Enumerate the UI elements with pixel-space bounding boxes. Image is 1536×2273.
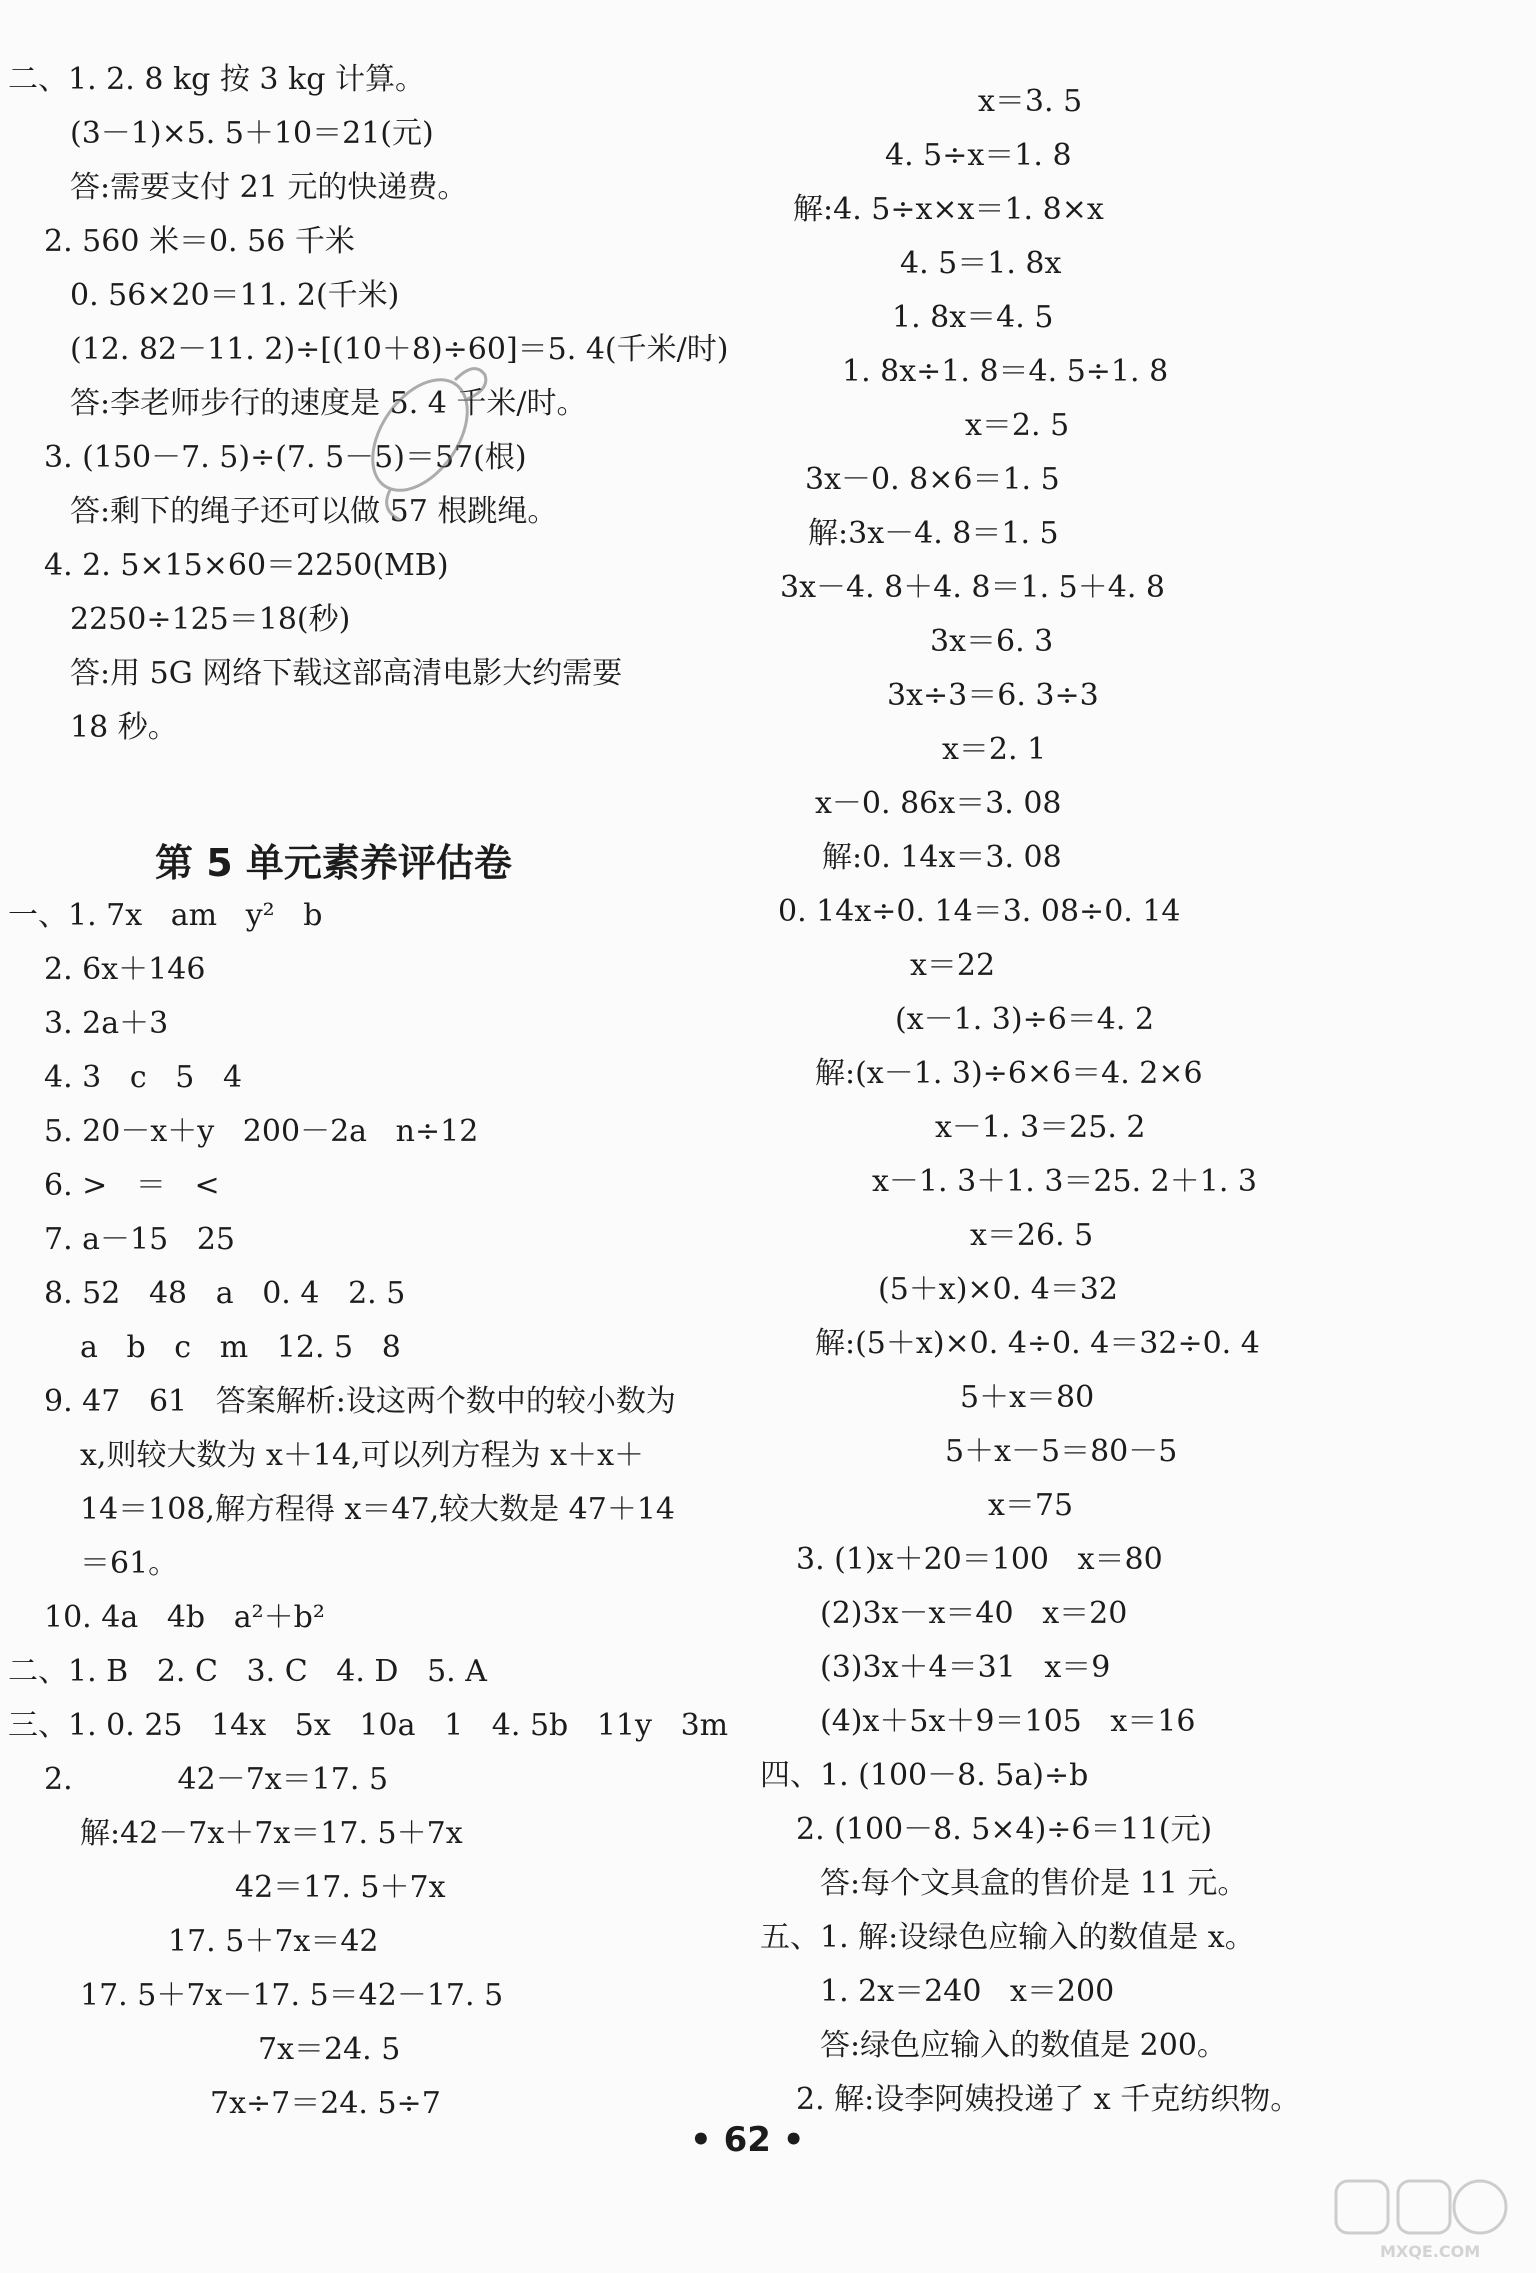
answer-line: 二、1. B 2. C 3. C 4. D 5. A: [8, 1654, 487, 1689]
answer-line: 5. 20－x＋y 200－2a n÷12: [44, 1114, 479, 1149]
answer-line: 四、1. (100－8. 5a)÷b: [760, 1758, 1089, 1793]
answer-line: 18 秒。: [70, 710, 178, 745]
answer-line: 答:剩下的绳子还可以做 57 根跳绳。: [70, 494, 558, 529]
answer-line: x－0. 86x＝3. 08: [815, 786, 1062, 821]
answer-line: 一、1. 7x am y² b: [8, 898, 323, 933]
answer-line: 4. 3 c 5 4: [44, 1060, 243, 1095]
watermark-logo-icon: [1330, 2175, 1520, 2265]
answer-line: 3x＝6. 3: [930, 624, 1054, 659]
answer-line: 2. 560 米＝0. 56 千米: [44, 224, 355, 259]
answer-line: 2. (100－8. 5×4)÷6＝11(元): [796, 1812, 1213, 1847]
section-title: 第 5 单元素养评估卷: [155, 841, 512, 885]
answer-line: 4. 2. 5×15×60＝2250(MB): [44, 548, 449, 583]
answer-line: x＝75: [988, 1488, 1074, 1523]
answer-line: 7x÷7＝24. 5÷7: [210, 2086, 441, 2121]
answer-line: x＝22: [910, 948, 996, 983]
svg-text:MXQE.COM: MXQE.COM: [1380, 2242, 1481, 2261]
answer-line: ＝61。: [80, 1546, 179, 1581]
answer-line: (2)3x－x＝40 x＝20: [820, 1596, 1128, 1631]
answer-line: 5＋x－5＝80－5: [945, 1434, 1178, 1469]
answer-line: (5＋x)×0. 4＝32: [878, 1272, 1118, 1307]
answer-line: 7. a－15 25: [44, 1222, 236, 1257]
answer-line: 42＝17. 5＋7x: [235, 1870, 446, 1905]
answer-line: (4)x＋5x＋9＝105 x＝16: [820, 1704, 1196, 1739]
answer-line: 1. 2x＝240 x＝200: [820, 1974, 1115, 2009]
answer-line: 解:4. 5÷x×x＝1. 8×x: [793, 192, 1104, 227]
answer-line: x＝3. 5: [978, 84, 1083, 119]
answer-line: x＝2. 1: [942, 732, 1047, 767]
answer-line: 答:李老师步行的速度是 5. 4 千米/时。: [70, 386, 587, 421]
answer-line: 2. 42－7x＝17. 5: [44, 1762, 389, 1797]
answer-line: 4. 5＝1. 8x: [900, 246, 1062, 281]
answer-line: 答:每个文具盒的售价是 11 元。: [820, 1866, 1248, 1901]
answer-line: 10. 4a 4b a²＋b²: [44, 1600, 325, 1635]
page-number: • 62 •: [690, 2120, 805, 2160]
answer-line: 二、1. 2. 8 kg 按 3 kg 计算。: [8, 62, 425, 97]
answer-line: 6. > ＝ <: [44, 1168, 220, 1203]
answer-line: 8. 52 48 a 0. 4 2. 5: [44, 1276, 406, 1311]
stamp-mark-icon: [360, 340, 500, 540]
answer-line: 答:用 5G 网络下载这部高清电影大约需要: [70, 656, 623, 691]
answer-line: 2. 解:设李阿姨投递了 x 千克纺织物。: [796, 2082, 1301, 2117]
answer-line: 17. 5＋7x－17. 5＝42－17. 5: [80, 1978, 504, 2013]
answer-line: 9. 47 61 答案解析:设这两个数中的较小数为: [44, 1384, 676, 1419]
answer-line: 1. 8x÷1. 8＝4. 5÷1. 8: [842, 354, 1169, 389]
answer-line: 5＋x＝80: [960, 1380, 1095, 1415]
answer-line: x－1. 3＝25. 2: [935, 1110, 1146, 1145]
answer-line: x－1. 3＋1. 3＝25. 2＋1. 3: [872, 1164, 1257, 1199]
answer-line: 答:绿色应输入的数值是 200。: [820, 2028, 1227, 2063]
answer-line: 3x－4. 8＋4. 8＝1. 5＋4. 8: [780, 570, 1165, 605]
answer-line: 解:3x－4. 8＝1. 5: [808, 516, 1059, 551]
answer-line: 五、1. 解:设绿色应输入的数值是 x。: [760, 1920, 1255, 1955]
answer-line: 3. 2a＋3: [44, 1006, 169, 1041]
answer-line: a b c m 12. 5 8: [80, 1330, 401, 1365]
answer-line: 解:(x－1. 3)÷6×6＝4. 2×6: [815, 1056, 1203, 1091]
answer-line: 2250÷125＝18(秒): [70, 602, 351, 637]
answer-line: 14＝108,解方程得 x＝47,较大数是 47＋14: [80, 1492, 676, 1527]
answer-line: 7x＝24. 5: [258, 2032, 401, 2067]
answer-line: 3x÷3＝6. 3÷3: [887, 678, 1099, 713]
answer-line: 17. 5＋7x＝42: [168, 1924, 379, 1959]
answer-line: (x－1. 3)÷6＝4. 2: [895, 1002, 1155, 1037]
answer-line: 4. 5÷x＝1. 8: [885, 138, 1072, 173]
answer-line: 0. 14x÷0. 14＝3. 08÷0. 14: [778, 894, 1181, 929]
answer-line: (3－1)×5. 5＋10＝21(元): [70, 116, 434, 151]
answer-line: (3)3x＋4＝31 x＝9: [820, 1650, 1111, 1685]
answer-line: x＝2. 5: [965, 408, 1070, 443]
answer-line: 0. 56×20＝11. 2(千米): [70, 278, 400, 313]
answer-line: 答:需要支付 21 元的快递费。: [70, 170, 468, 205]
answer-line: x,则较大数为 x＋14,可以列方程为 x＋x＋: [80, 1438, 644, 1473]
answer-line: 3. (1)x＋20＝100 x＝80: [796, 1542, 1163, 1577]
answer-line: 解:0. 14x＝3. 08: [822, 840, 1062, 875]
answer-line: 3. (150－7. 5)÷(7. 5－5)＝57(根): [44, 440, 527, 475]
answer-line: 解:(5＋x)×0. 4÷0. 4＝32÷0. 4: [815, 1326, 1260, 1361]
answer-line: 解:42－7x＋7x＝17. 5＋7x: [80, 1816, 463, 1851]
answer-line: 2. 6x＋146: [44, 952, 206, 987]
answer-line: 3x－0. 8×6＝1. 5: [805, 462, 1060, 497]
answer-line: x＝26. 5: [970, 1218, 1094, 1253]
answer-line: 三、1. 0. 25 14x 5x 10a 1 4. 5b 11y 3m: [8, 1708, 729, 1743]
answer-line: (12. 82－11. 2)÷[(10＋8)÷60]＝5. 4(千米/时): [70, 332, 729, 367]
answer-line: 1. 8x＝4. 5: [892, 300, 1054, 335]
